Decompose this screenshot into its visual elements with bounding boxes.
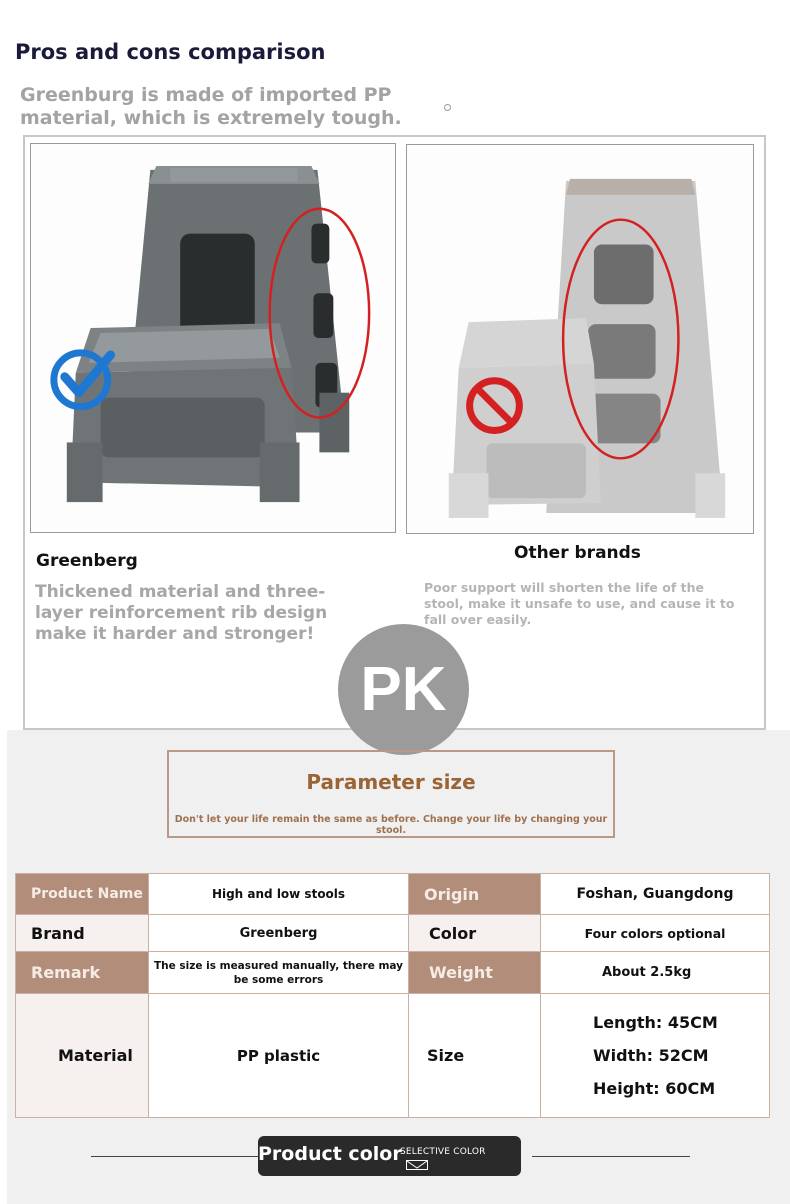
- product-color-title: Product color: [258, 1143, 402, 1165]
- spec-table: [15, 873, 770, 1118]
- material-label: Material: [16, 994, 149, 1118]
- greenberg-description: Thickened material and three-layer reinforcement rib design make it harder and stronger!: [35, 582, 328, 644]
- brand-label: Brand: [16, 915, 149, 952]
- greenberg-label: Greenberg: [36, 551, 138, 571]
- other-brands-label: Other brands: [514, 543, 641, 563]
- product-color-subtitle: SELECTIVE COLOR: [400, 1147, 486, 1157]
- divider-right: [532, 1156, 690, 1157]
- color-label: Color: [409, 915, 541, 952]
- pk-badge: PK: [338, 624, 469, 755]
- table-row: [16, 874, 770, 915]
- table-row: [16, 994, 770, 1118]
- size-width: Width: 52CM: [593, 1046, 709, 1065]
- parameter-subtitle: Don't let your life remain the same as before. Change your life by changing your stool.: [174, 814, 608, 836]
- size-length: Length: 45CM: [593, 1013, 718, 1032]
- other-brand-stool-illustration: [407, 145, 753, 533]
- other-brand-stool-photo: [406, 144, 754, 534]
- origin-value: Foshan, Guangdong: [541, 874, 770, 915]
- envelope-icon: [406, 1160, 428, 1170]
- remark-label: Remark: [16, 952, 149, 994]
- color-value: Four colors optional: [541, 915, 770, 952]
- parameter-title: Parameter size: [306, 770, 476, 794]
- remark-value: The size is measured manually, there may be some errors: [149, 952, 409, 994]
- size-height: Height: 60CM: [593, 1079, 716, 1098]
- size-values: [541, 994, 770, 1118]
- table-row: [16, 915, 770, 952]
- greenberg-stool-illustration: [31, 144, 395, 532]
- other-brands-description: Poor support will shorten the life of the stool, make it unsafe to use, and cause it to fall over easily.: [424, 580, 735, 627]
- size-label: Size: [409, 994, 541, 1118]
- origin-label: Origin: [409, 874, 541, 915]
- weight-value: About 2.5kg: [541, 952, 770, 994]
- brand-value: Greenberg: [149, 915, 409, 952]
- greenberg-stool-photo: [30, 143, 396, 533]
- product-name-label: Product Name: [16, 874, 149, 915]
- parameter-box-gap: [169, 801, 613, 807]
- intro-dot: [444, 104, 451, 111]
- divider-left: [91, 1156, 258, 1157]
- table-row: [16, 952, 770, 994]
- weight-label: Weight: [409, 952, 541, 994]
- intro-text: Greenburg is made of imported PP material, which is extremely tough.: [20, 84, 402, 129]
- page-heading: Pros and cons comparison: [15, 40, 326, 64]
- material-value: PP plastic: [149, 994, 409, 1118]
- product-name-value: High and low stools: [149, 874, 409, 915]
